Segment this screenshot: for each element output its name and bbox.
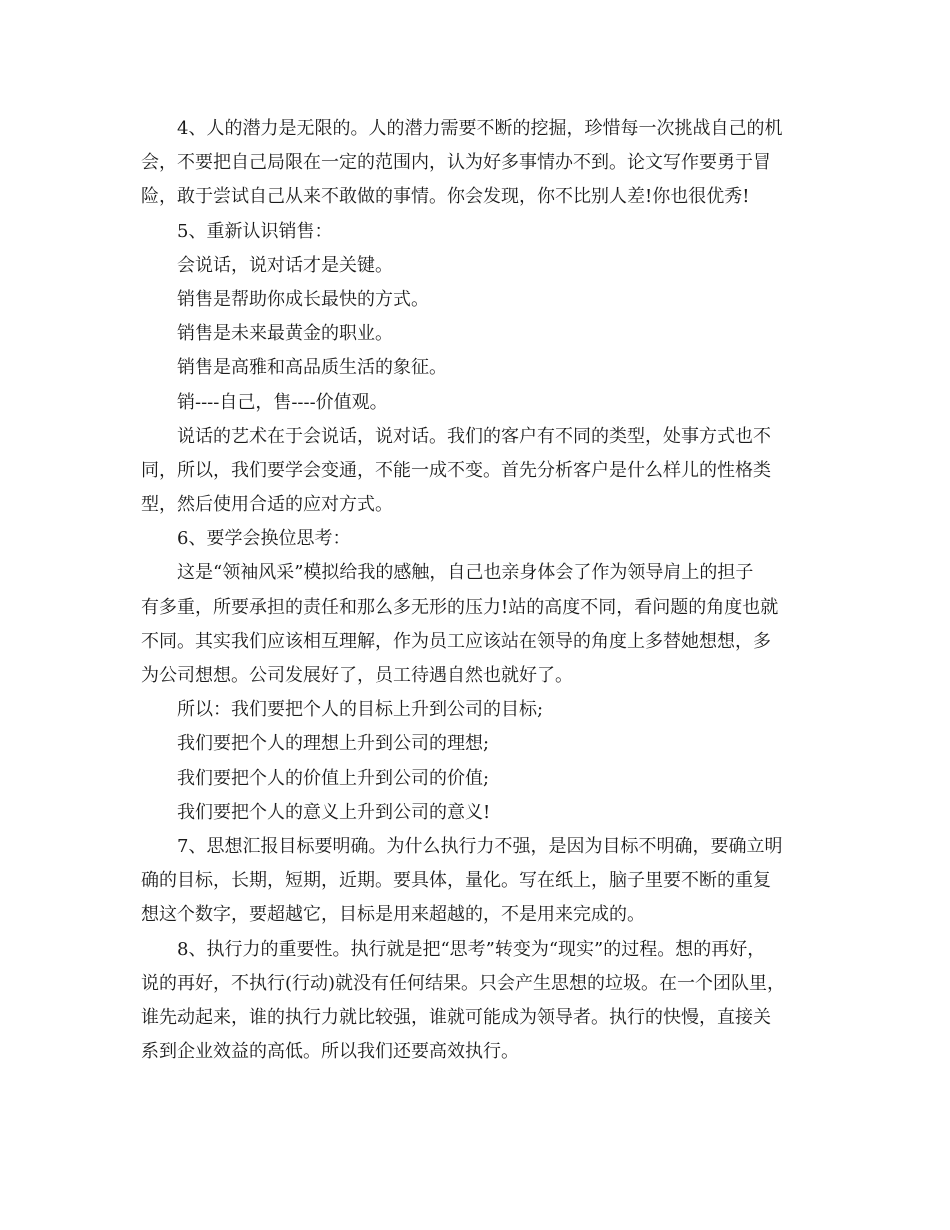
paragraph-line: 确的目标，长期，短期，近期。要具体，量化。写在纸上，脑子里要不断的重复 (141, 870, 771, 892)
paragraph-line: 这是“领袖风采”模拟给我的感触，自己也亲身体会了作为领导肩上的担子 (177, 562, 754, 584)
paragraph-line: 我们要把个人的理想上升到公司的理想; (177, 733, 490, 755)
paragraph-line: 销售是高雅和高品质生活的象征。 (177, 357, 447, 379)
paragraph-line: 为公司想想。公司发展好了，员工待遇自然也就好了。 (141, 665, 573, 686)
paragraph-line: 我们要把个人的价值上升到公司的价值; (177, 767, 490, 789)
paragraph-line: 说的再好，不执行(行动)就没有任何结果。只会产生思想的垃圾。在一个团队里， (141, 972, 786, 994)
paragraph-line: 4、人的潜力是无限的。人的潜力需要不断的挖掘，珍惜每一次挑战自己的机 (177, 118, 783, 139)
paragraph-line: 型，然后使用合适的应对方式。 (141, 494, 393, 516)
paragraph-line: 我们要把个人的意义上升到公司的意义! (177, 801, 491, 823)
paragraph-line: 想这个数字，要超越它，目标是用来超越的，不是用来完成的。 (141, 904, 645, 926)
paragraph-line: 会，不要把自己局限在一定的范围内，认为好多事情办不到。论文写作要勇于冒 (141, 152, 771, 174)
paragraph-line: 销----自己，售----价值观。 (177, 391, 388, 413)
paragraph-line: 有多重，所要承担的责任和那么多无形的压力!站的高度不同，看问题的角度也就 (141, 596, 779, 618)
paragraph-line: 说话的艺术在于会说话，说对话。我们的客户有不同的类型，处事方式也不 (177, 425, 771, 447)
paragraph-line: 系到企业效益的高低。所以我们还要高效执行。 (141, 1041, 519, 1063)
paragraph-line: 销售是未来最黄金的职业。 (177, 323, 393, 345)
paragraph-line: 会说话，说对话才是关键。 (177, 254, 393, 276)
paragraph-line: 险，敢于尝试自己从来不敢做的事情。你会发现，你不比别人差!你也很优秀! (141, 186, 750, 208)
paragraph-line: 所以：我们要把个人的目标上升到公司的目标; (177, 699, 544, 721)
paragraph-line: 不同。其实我们应该相互理解，作为员工应该站在领导的角度上多替她想想，多 (141, 630, 771, 652)
paragraph-line: 7、思想汇报目标要明确。为什么执行力不强，是因为目标不明确，要确立明 (177, 835, 783, 857)
paragraph-line: 8、执行力的重要性。执行就是把“思考”转变为“现实”的过程。想的再好， (177, 938, 766, 960)
section-heading: 6、要学会换位思考： (177, 528, 351, 550)
paragraph-line: 谁先动起来，谁的执行力就比较强，谁就可能成为领导者。执行的快慢，直接关 (141, 1006, 771, 1028)
section-heading: 5、重新认识销售： (177, 220, 333, 242)
paragraph-line: 销售是帮助你成长最快的方式。 (177, 288, 429, 310)
document-body (141, 112, 811, 1069)
paragraph-line: 同，所以，我们要学会变通，不能一成不变。首先分析客户是什么样儿的性格类 (141, 459, 771, 481)
